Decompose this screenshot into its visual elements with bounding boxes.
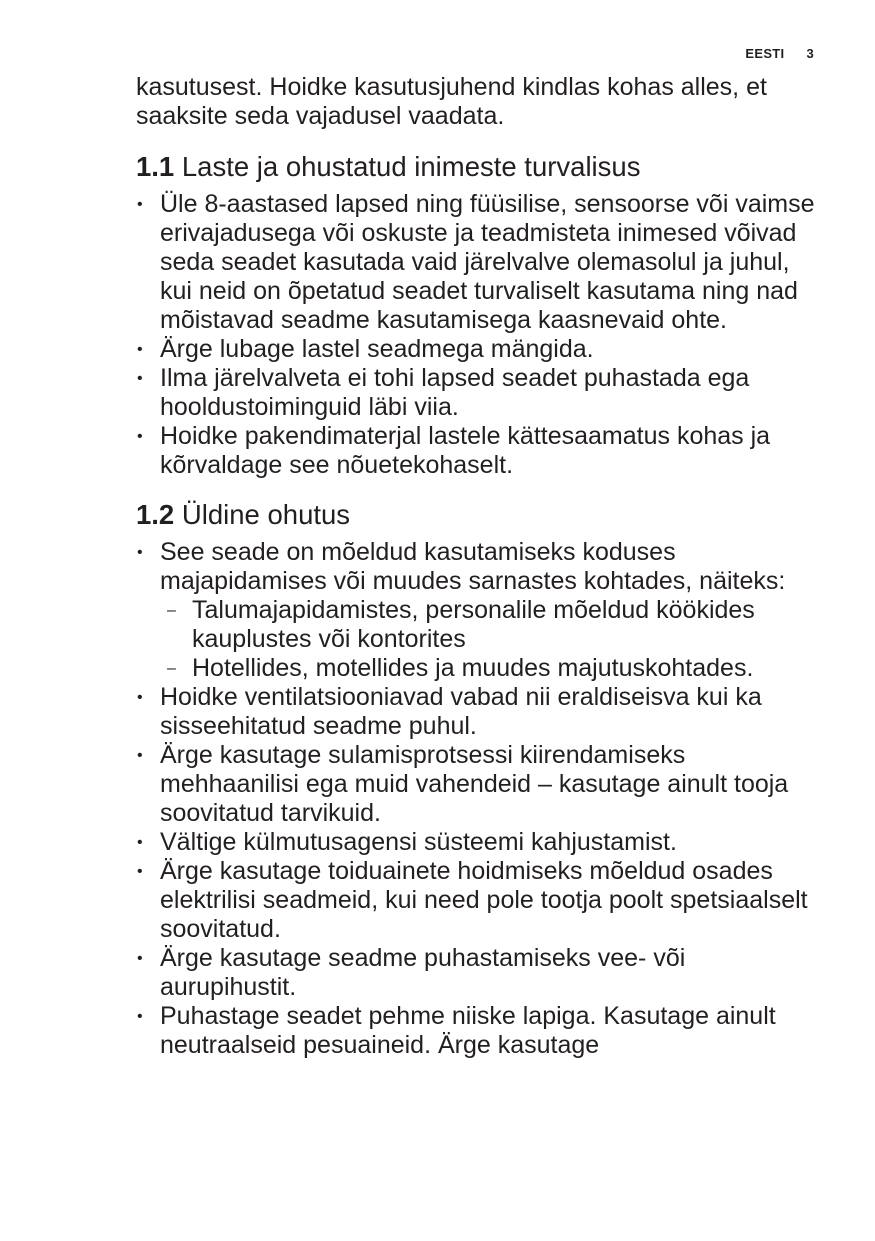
list-item-text: Puhastage seadet pehme niiske lapiga. Kasutage ainult neutraalseid pesuaineid. Ärge kasutage [160,1002,776,1059]
page-number: 3 [806,46,814,61]
bullet-icon: • [137,196,143,213]
list-item-text: Vältige külmutusagensi süsteemi kahjustamist. [160,828,677,856]
section-title: Laste ja ohustatud inimeste turvalisus [181,151,641,182]
list-item [136,422,826,480]
bullet-icon: • [137,1008,143,1025]
section-heading-1-1 [136,150,826,184]
section-number: 1.1 [136,151,175,182]
list-item-text: Ärge kasutage seadme puhastamiseks vee- või aurupihustit. [160,944,686,1001]
bullet-icon: • [137,950,143,967]
list-item [136,538,826,683]
dash-icon: – [167,602,176,619]
intro-paragraph: kasutusest. Hoidke kasutusjuhend kindlas kohas alles, et saaksite seda vajadusel vaadata. [136,73,767,130]
dash-icon: – [167,660,176,677]
list-item-text: Hoidke ventilatsiooniavad vabad nii eraldiseisva kui ka sisseehitatud seadme puhul. [160,683,762,740]
list-item [136,857,826,944]
sub-list [160,596,826,683]
section-number: 1.2 [136,499,175,530]
bullet-list-general-safety [136,538,826,1060]
section-title: Üldine ohutus [181,499,351,530]
bullet-icon: • [137,689,143,706]
bullet-icon: • [137,370,143,387]
list-item-text: Ärge kasutage sulamisprotsessi kiirendamiseks mehhaanilisi ega muid vahendeid – kasutage ainult tooja soovitatud tarvikuid. [160,741,789,827]
sub-list-item-text: Talumajapidamistes, personalile mõeldud köökides kauplustes või kontorites [192,596,755,653]
page-content [136,73,826,1060]
list-item [136,364,826,422]
bullet-icon: • [137,544,143,561]
list-item-text: Ilma järelvalveta ei tohi lapsed seadet puhastada ega hooldustoiminguid läbi viia. [160,364,750,421]
list-item-text: Ärge kasutage toiduainete hoidmiseks mõeldud osades elektrilisi seadmeid, kui need pole tootja poolt spetsiaalselt soovitatud. [160,857,808,943]
bullet-icon: • [137,341,143,358]
list-item [136,828,826,857]
bullet-list-children-safety [136,190,826,480]
bullet-icon: • [137,428,143,445]
bullet-icon: • [137,863,143,880]
language-label: EESTI [745,46,785,61]
list-item-text: Hoidke pakendimaterjal lastele kättesaamatus kohas ja kõrvaldage see nõuetekohaselt. [160,422,771,479]
list-item [136,741,826,828]
sub-list-item-text: Hotellides, motellides ja muudes majutuskohtades. [192,654,754,682]
list-item [136,335,826,364]
list-item-text: Üle 8-aastased lapsed ning füüsilise, sensoorse või vaimse erivajadusega või oskuste ja teadmisteta inimesed võivad seda seadet kasutada vaid järelvalve olemasolul ja juhul, kui neid on õpetatud seadet turvaliselt kasutama ning nad mõistavad seadme kasutamisega kaasnevaid ohte. [160,190,815,334]
list-item [136,190,826,335]
bullet-icon: • [137,747,143,764]
section-heading-1-2 [136,498,826,532]
list-item-text: Ärge lubage lastel seadmega mängida. [160,335,594,363]
list-item [136,944,826,1002]
list-item-text: See seade on mõeldud kasutamiseks koduses majapidamises või muudes sarnastes kohtades, näiteks: [160,538,786,595]
bullet-icon: • [137,834,143,851]
list-item [136,683,826,741]
sub-list-item [160,596,826,654]
sub-list-item [160,654,826,683]
page-header [745,46,814,61]
list-item [136,1002,826,1060]
